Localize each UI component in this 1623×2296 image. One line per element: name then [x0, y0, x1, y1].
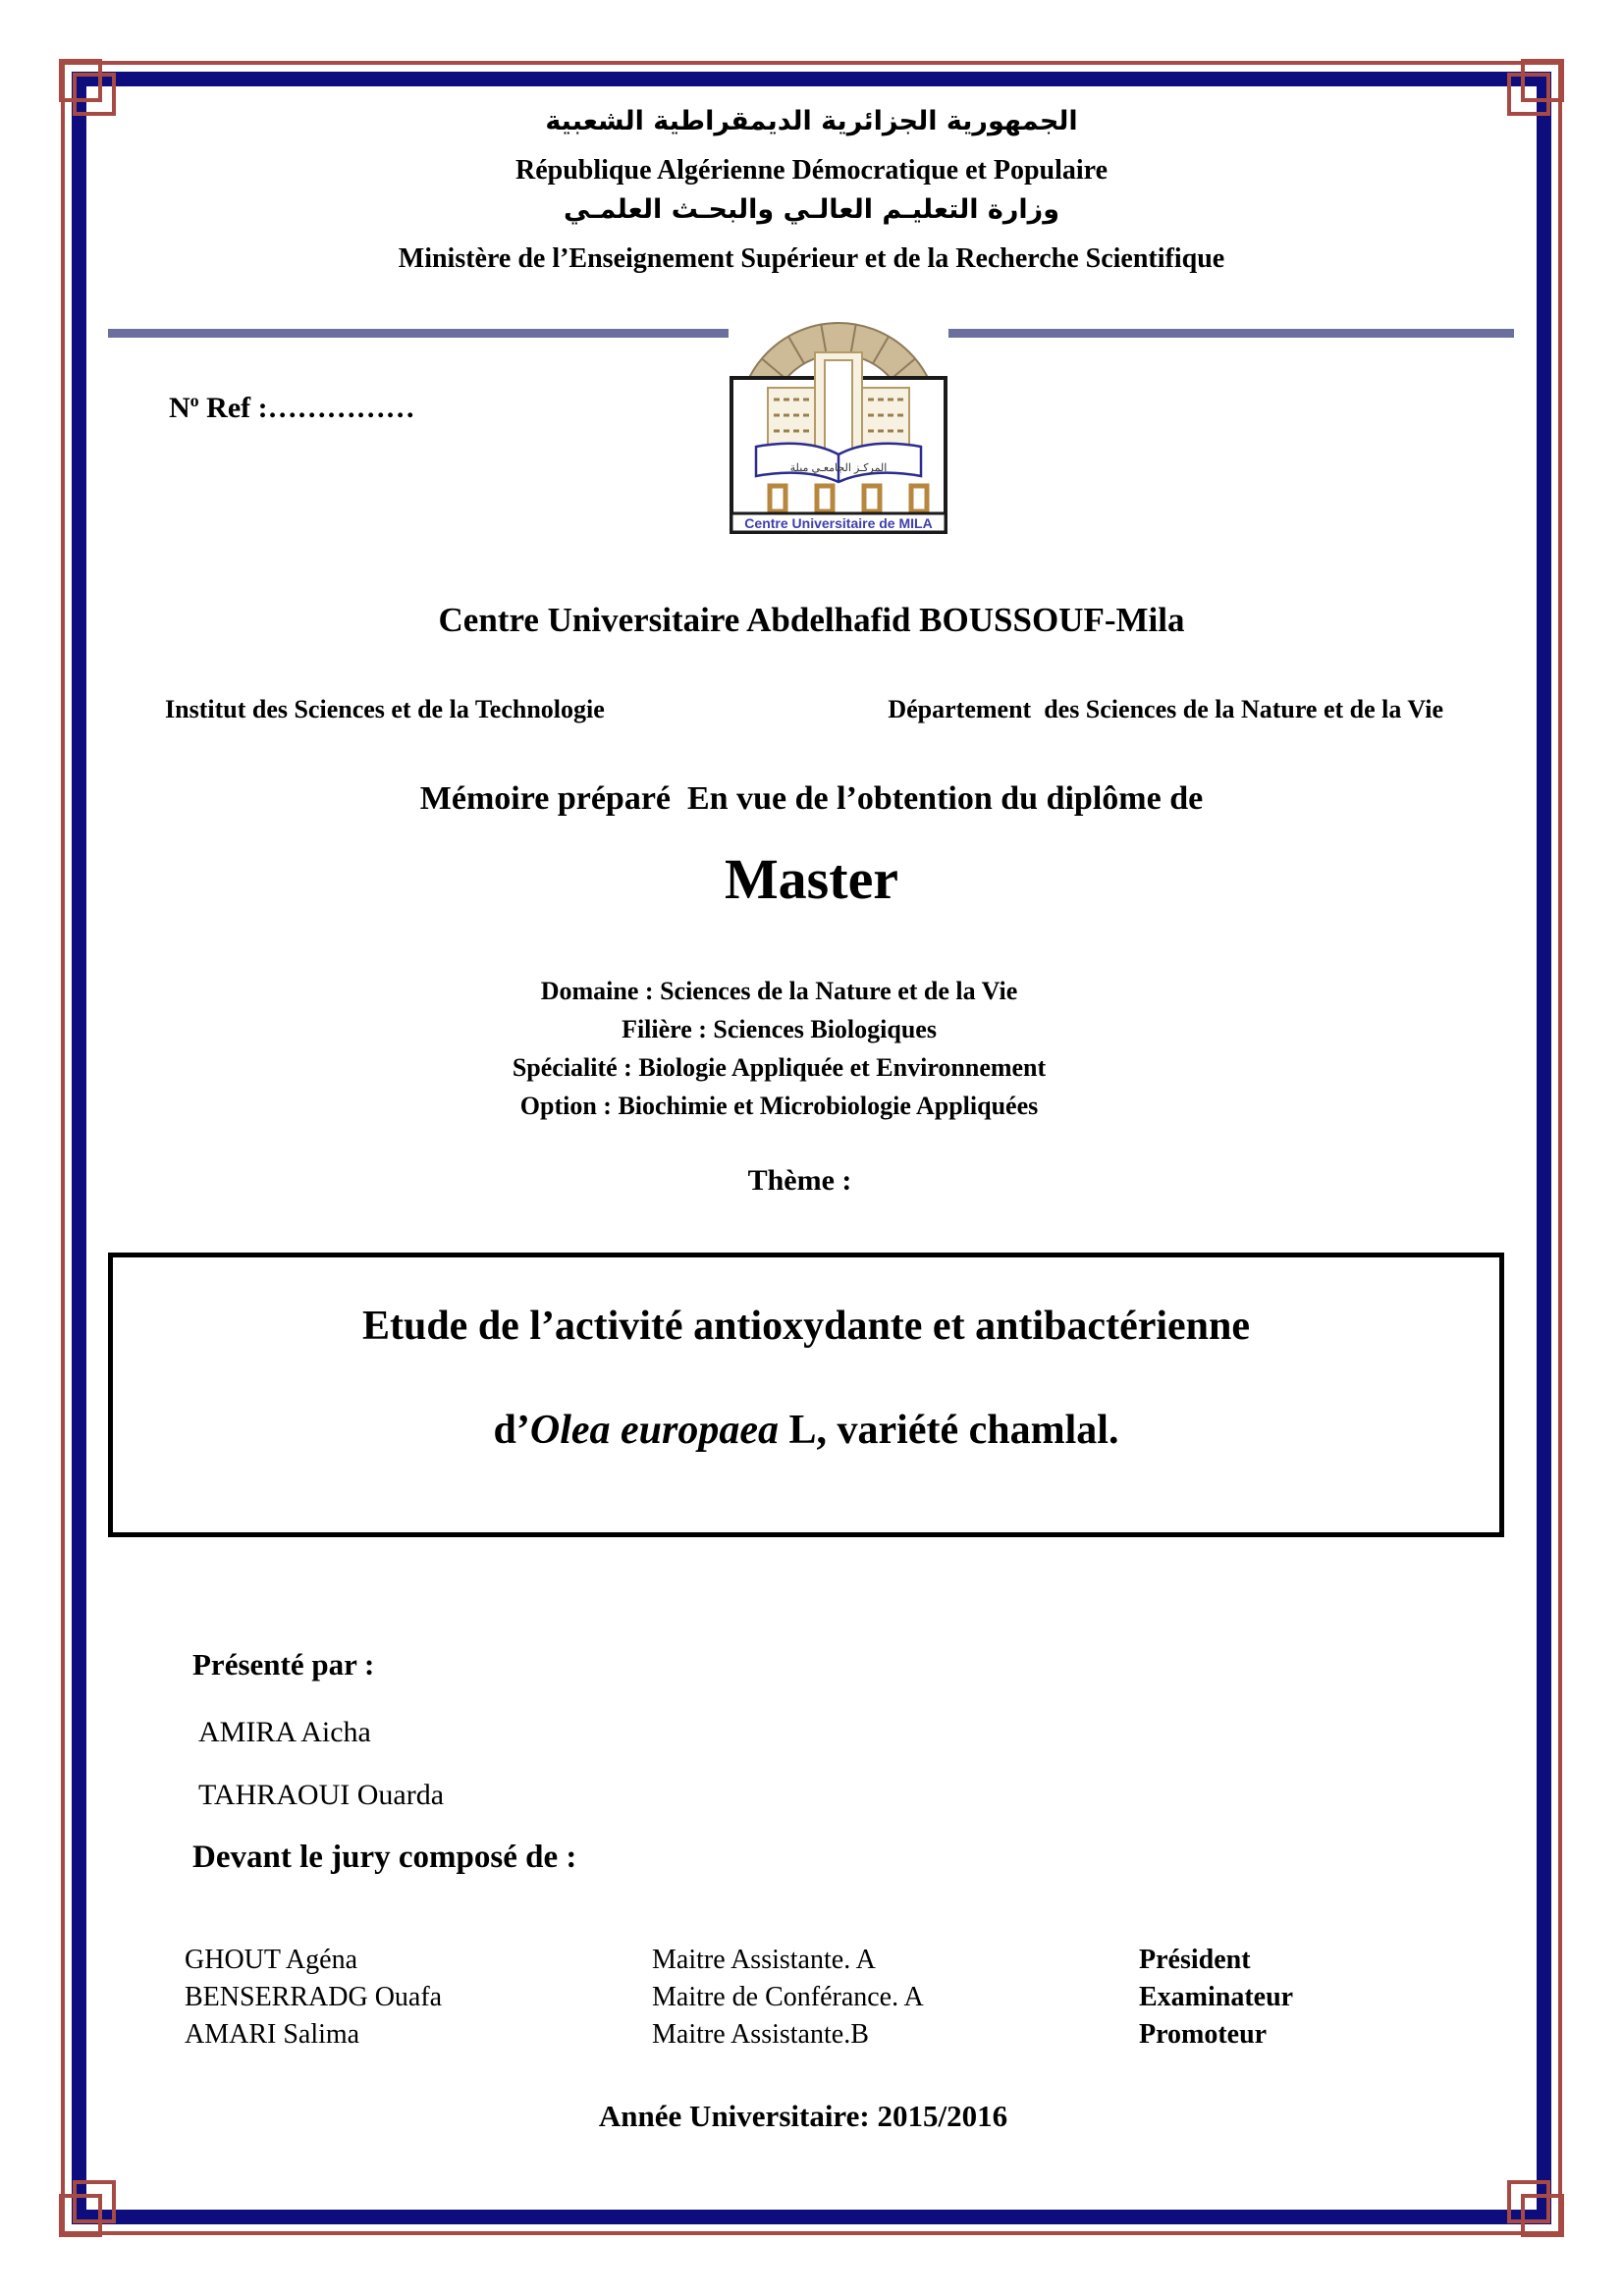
presented-by-label: Présenté par : [192, 1647, 375, 1682]
logo-banner-text: Centre Universitaire de MILA [744, 515, 933, 531]
jury-member-role: Président [1139, 1945, 1251, 1975]
program-filiere: Filière : Sciences Biologiques [622, 1015, 937, 1043]
title-suffix: L, variété chamlal. [779, 1408, 1119, 1453]
jury-label: Devant le jury composé de : [192, 1840, 577, 1875]
republic-line: République Algérienne Démocratique et Populaire [515, 155, 1108, 186]
thesis-title-line1: Etude de l’activité antioxydante et antibactérienne [361, 1304, 1251, 1349]
corner-knot-bottom-right-inner [1507, 2180, 1550, 2223]
academic-year: Année Universitaire: 2015/2016 [598, 2099, 1008, 2133]
species-name-italic: Olea europaea [529, 1408, 780, 1453]
jury-member-role: Promoteur [1139, 2019, 1268, 2050]
jury-row [0, 2019, 1623, 2056]
jury-member-name: BENSERRADG Ouafa [185, 1982, 443, 2012]
logo-book-arabic-text: المركـز الجامعـي ميلة [789, 462, 888, 474]
jury-row [0, 1945, 1623, 1982]
ministry-line: Ministère de l’Enseignement Supérieur et de la Recherche Scientifique [398, 243, 1225, 274]
program-details [0, 972, 1558, 1125]
reference-number [169, 391, 415, 425]
arabic-republic-line: الجمهورية الجزائرية الديمقراطية الشعبية [545, 106, 1078, 136]
ref-superscript: o [189, 391, 199, 410]
program-specialite: Spécialité : Biologie Appliquée et Environnement [512, 1053, 1047, 1082]
jury-row [0, 1982, 1623, 2019]
degree-title: Master [724, 847, 899, 911]
arabic-ministry-line: وزارة التعليـم العالـي والبحـث العلمـي [564, 194, 1059, 225]
university-logo [729, 307, 948, 535]
ref-prefix: N [169, 392, 190, 424]
jury-member-grade: Maitre Assistante.B [652, 2019, 869, 2050]
ref-dots: Ref :…………… [198, 392, 415, 424]
jury-member-grade: Maitre de Conférance. A [652, 1982, 924, 2012]
author-1: AMIRA Aicha [198, 1716, 371, 1748]
university-name: Centre Universitaire Abdelhafid BOUSSOUF-Mila [438, 601, 1185, 639]
jury-member-role: Examinateur [1139, 1982, 1294, 2012]
institute-name: Institut des Sciences et de la Technologie [165, 695, 605, 723]
jury-member-name: GHOUT Agéna [185, 1945, 358, 1975]
corner-knot-bottom-left-inner [73, 2180, 116, 2223]
jury-member-grade: Maitre Assistante. A [652, 1945, 876, 1975]
author-2: TAHRAOUI Ouarda [198, 1779, 445, 1811]
title-prefix: d’ [493, 1408, 530, 1453]
theme-label: Thème : [747, 1164, 852, 1197]
memoire-line: Mémoire préparé En vue de l’obtention du diplôme de [419, 780, 1204, 817]
jury-member-name: AMARI Salima [185, 2019, 360, 2050]
thesis-title-box [108, 1253, 1504, 1537]
program-option: Option : Biochimie et Microbiologie Appliquées [519, 1092, 1039, 1120]
program-domaine: Domaine : Sciences de la Nature et de la Vie [540, 977, 1018, 1005]
thesis-title-line2 [113, 1407, 1499, 1454]
department-name: Département des Sciences de la Nature et de la Vie [888, 695, 1443, 723]
